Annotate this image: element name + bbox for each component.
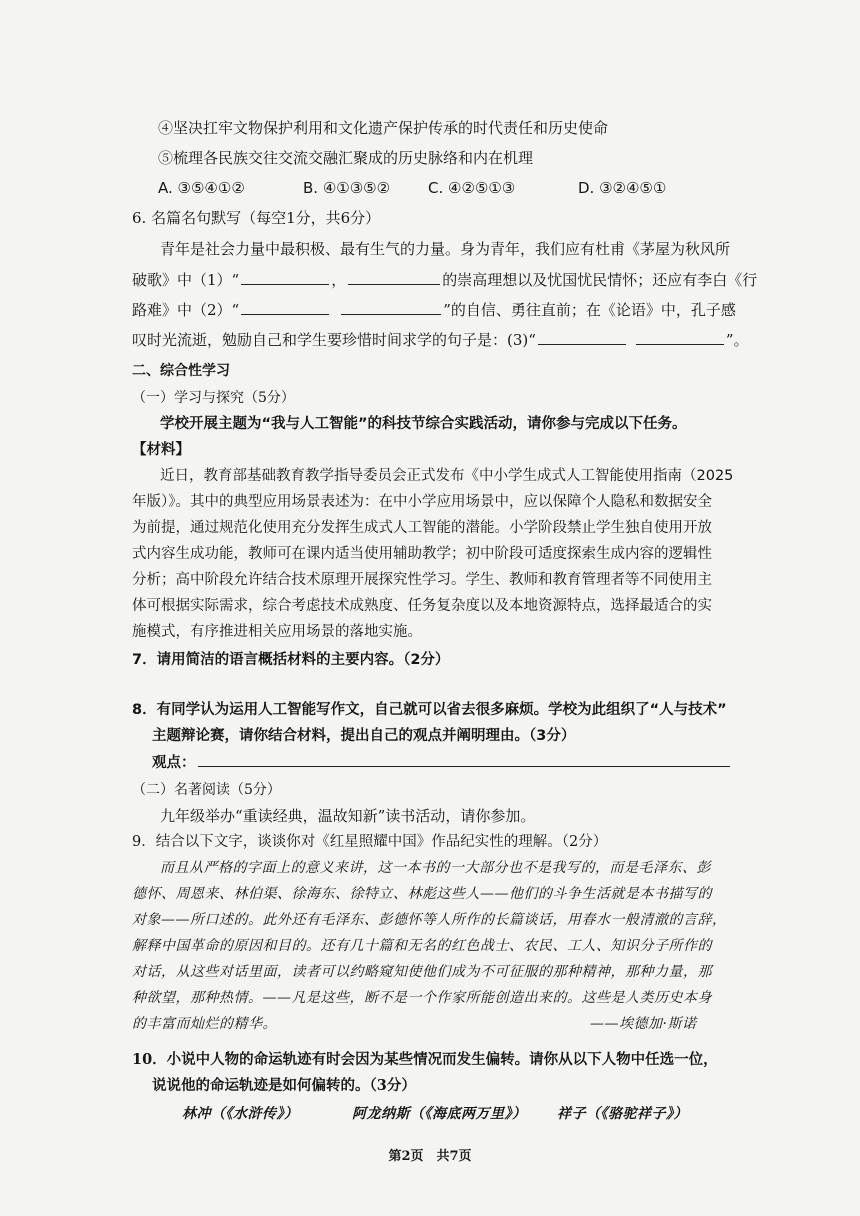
character-options [182,1104,688,1124]
answer-blank[interactable] [341,300,441,315]
q6-text-3 [132,300,736,320]
q6-text-4a: 叹时光流逝，勉励自己和学生要珍惜时间求学的句子是：(3)“ [132,331,536,349]
viewpoint-answer-line[interactable] [198,752,730,767]
question-8-line-1: 8．有同学认为运用人工智能写作文，自己就可以省去很多麻烦。学校为此组织了“人与技术” [132,702,727,718]
q6-text-2a: 破歌》中（1）“ [132,271,240,289]
item-4: ④坚决扛牢文物保护利用和文化遗产保护传承的时代责任和历史使命 [158,119,609,137]
character-aronnax: 阿龙纳斯（《海底两万里》） [352,1106,527,1122]
q6-text-4 [132,330,749,350]
section-2-title: 二、综合性学习 [132,363,230,379]
q6-text-2b: ， [331,271,347,289]
question-8-line-2: 主题辩论赛，请你结合材料，提出自己的观点并阐明理由。（3分） [152,728,576,744]
answer-blank[interactable] [348,270,440,285]
q6-text-3a: 路难》中（2）“ [132,301,240,319]
option-c: C. ④②⑤①③ [428,179,516,197]
q6-text-1: 青年是社会力量中最积极、最有生气的力量。身为青年，我们应有杜甫《茅屋为秋风所 [160,240,731,258]
item-5: ⑤梳理各民族交往交流交融汇聚成的历史脉络和内在机理 [158,149,534,167]
answer-blank[interactable] [636,330,724,345]
material-line-7: 施模式，有序推进相关应用场景的落地实施。 [132,624,422,640]
excerpt-line-5: 对话，从这些对话里面，读者可以约略窥知使他们成为不可征服的那种精神，那种力量，那 [132,964,712,980]
excerpt-author: ——埃德加·斯诺 [590,1016,697,1032]
material-line-1: 近日，教育部基础教育教学指导委员会正式发布《中小学生成式人工智能使用指南（2025 [160,468,734,484]
excerpt-line-7: 的丰富而灿烂的精华。 [132,1016,277,1032]
page-footer: 第2页 共7页 [388,1149,472,1164]
question-7: 7．请用简洁的语言概括材料的主要内容。（2分） [132,652,450,668]
viewpoint-text: 观点： [152,755,196,771]
answer-blank[interactable] [241,270,329,285]
question-9: 9．结合以下文字，谈谈你对《红星照耀中国》作品纪实性的理解。（2分） [132,834,608,850]
question-10-line-1: 10．小说中人物的命运轨迹有时会因为某些情况而发生偏转。请你从以下人物中任选一位， [132,1051,718,1068]
excerpt-line-1: 而且从严格的字面上的意义来讲，这一本书的一大部分也不是我写的，而是毛泽东、彭 [160,860,711,876]
q6-text-2c: 的崇高理想以及忧国忧民情怀；还应有李白《行 [442,271,758,289]
material-line-2: 年版）》。其中的典型应用场景表述为：在中小学应用场景中，应以保障个人隐私和数据安全 [132,494,712,510]
material-line-6: 体可根据实际需求，综合考虑技术成熟度、任务复杂度以及本地资源特点，选择最适合的实 [132,598,712,614]
task-intro: 学校开展主题为“我与人工智能”的科技节综合实践活动，请你参与完成以下任务。 [160,416,687,432]
character-xiangzi: 祥子（《骆驼祥子》） [557,1106,688,1122]
q6-text-2 [132,270,757,290]
reading-intro: 九年级举办“重读经典，温故知新”读书活动，请你参加。 [160,807,536,825]
q6-text-4b: ”。 [725,331,749,349]
answer-blank[interactable] [241,300,329,315]
excerpt-line-2: 德怀、周恩来、林伯渠、徐海东、徐特立、林彪这些人——他们的斗争生活就是本书描写的 [132,886,712,902]
viewpoint-label [152,752,732,773]
question-10-line-2: 说说他的命运轨迹是如何偏转的。（3分） [152,1077,416,1094]
excerpt-line-6: 种欲望，那种热情。——凡是这些，断不是一个作家所能创造出来的。这些是人类历史本身 [132,990,712,1006]
material-line-5: 分析；高中阶段允许结合技术原理开展探究性学习。学生、教师和教育管理者等不同使用主 [132,572,712,588]
option-b: B. ④①③⑤② [303,179,391,197]
excerpt-line-4: 解释中国革命的原因和目的。还有几十篇和无名的红色战士、农民、工人、知识分子所作的 [132,938,712,954]
q6-title: 6. 名篇名句默写（每空1分，共6分） [132,209,381,227]
material-label: 【材料】 [132,442,190,458]
q6-text-3b: ”的自信、勇往直前；在《论语》中，孔子感 [443,301,736,319]
q5-options [158,178,666,198]
material-line-4: 式内容生成功能，教师可在课内适当使用辅助教学；初中阶段可适度探索生成内容的逻辑性 [132,546,712,562]
excerpt-line-3: 对象——所口述的。此外还有毛泽东、彭德怀等人所作的长篇谈话，用春水一般清澈的言辞， [132,912,727,928]
character-lin-chong: 林冲（《水浒传》） [182,1106,299,1122]
option-a: A. ③⑤④①② [158,179,245,197]
answer-blank[interactable] [538,330,626,345]
option-d: D. ③②④⑤① [578,179,667,197]
subsection-2-title: （二）名著阅读（5分） [132,782,281,798]
subsection-1-title: （一）学习与探究（5分） [132,390,295,406]
material-line-3: 为前提，通过规范化使用充分发挥生成式人工智能的潜能。小学阶段禁止学生独自使用开放 [132,520,712,536]
